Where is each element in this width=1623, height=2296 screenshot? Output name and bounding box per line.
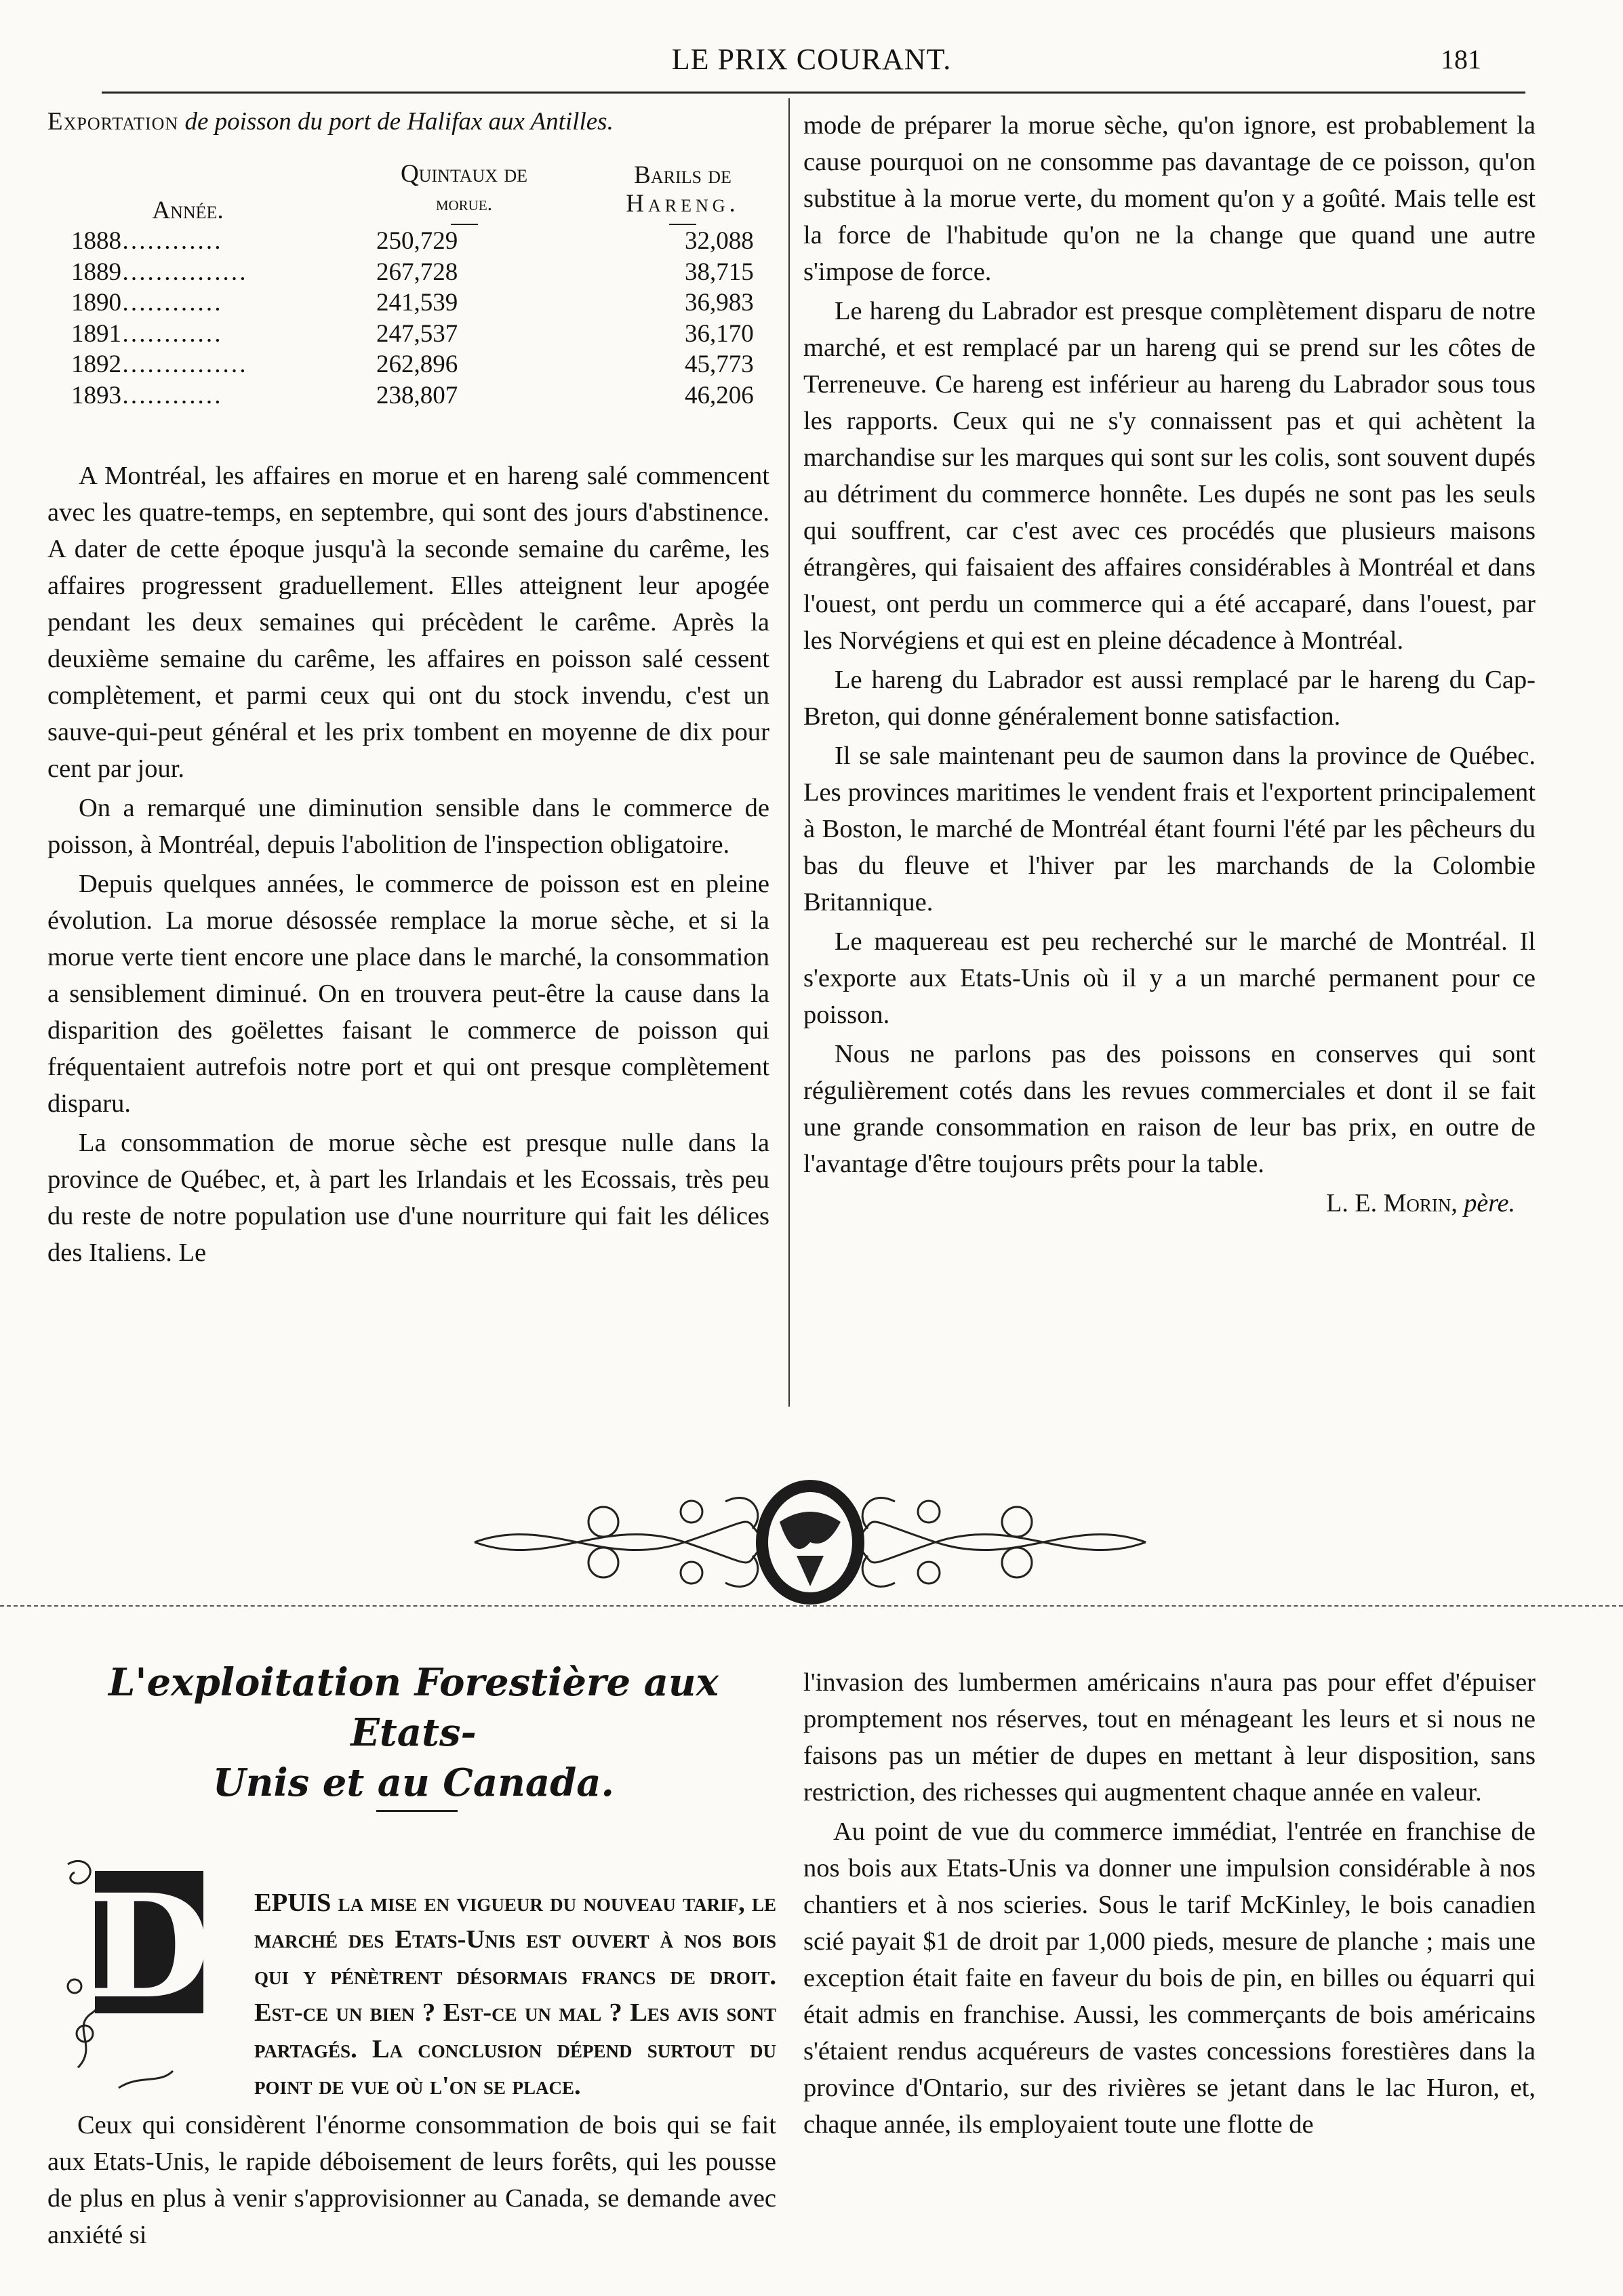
section-divider (0, 1605, 1623, 1607)
paragraph: l'invasion des lumbermen américains n'aura pas pour effet d'épuiser promptement nos réserves, tout en ménageant les leurs et si nous ne faisons pas un métier de dupes en mettant à leur disposition, sans restriction, des richesses qui augmentent chaque année en valeur. (803, 1668, 1536, 1807)
column-divider (788, 98, 790, 1407)
table-row: 1891………… 247,537 36,170 (71, 319, 754, 348)
export-table (47, 159, 766, 411)
title-rule (376, 1810, 458, 1812)
paragraph: Le maquereau est peu recherché sur le marché de Montréal. Il s'exporte aux Etats-Unis où il y a un marché permanent pour ce poisson. (803, 927, 1536, 1029)
article-title: L'exploitation Forestière aux Etats- Unis et au Canada. (108, 1660, 719, 1805)
paragraph: Le hareng du Labrador est presque complètement disparu de notre marché, et est remplacé par un hareng qui se prend sur les côtes de Terreneuve. Ce hareng est inférieur au hareng du Labrador sous tous les rapports. Ceux qui ne s'y connaissent pas et qui achètent la marchandise sur les marques qui sont sur les colis, sont souvent dupés au détriment du commerce honnête. Les dupés ne sont pas les seuls qui souffrent, car c'est avec ces procédés que plusieurs maisons étrangères, qui faisaient des affaires considérables à Montréal et dans l'ouest, ont perdu un commerce qui a été accaparé, dans l'ouest, par les Norvégiens et qui est en pleine décadence à Montréal. (803, 297, 1536, 655)
dropcap-letter: D (87, 1863, 212, 2030)
paragraph: Ceux qui considèrent l'énorme consommation de bois qui se fait aux Etats-Unis, le rapide déboisement de leurs forêts, qui les pousse de plus en plus à venir s'approvisionner au Canada, se demande avec anxiété si (47, 2111, 776, 2249)
paragraph: mode de préparer la morue sèche, qu'on ignore, est probablement la cause pourquoi on ne consomme pas davantage de ce poisson, qu'on substitue à la morue verte, du moment qu'on y a goûté. Mais telle est la force de l'habitude qu'on ne la change que quand une autre s'impose de force. (803, 111, 1536, 286)
article-right-column (803, 1664, 1536, 2146)
col-header-barils: Barils de Hareng. (600, 159, 766, 226)
table-row: 1889…………… 267,728 38,715 (71, 258, 754, 286)
caption-lead: Exportation (47, 108, 179, 136)
table-row: 1893………… 238,807 46,206 (71, 381, 754, 409)
article-left-column (47, 1885, 776, 2256)
paragraph: Le hareng du Labrador est aussi remplacé par le hareng du Cap-Breton, qui donne généralement bonne satisfaction. (803, 666, 1536, 731)
paragraph: Nous ne parlons pas des poissons en conserves qui sont régulièrement cotés dans les revues commerciales et dont il se fait une grande consommation en raison de leur bas prix, en outre de l'avantage d'être toujours prêts pour la table. (803, 1040, 1536, 1178)
table-row: 1892…………… 262,896 45,773 (71, 350, 754, 378)
page-number: 181 (1441, 44, 1481, 75)
top-left-column (47, 458, 769, 1274)
paragraph: A Montréal, les affaires en morue et en hareng salé commencent avec les quatre-temps, en septembre, qui sont des jours d'abstinence. A dater de cette époque jusqu'à la seconde semaine du carême, les affaires progressent graduellement. Elles atteignent leur apogée pendant les deux semaines qui précèdent le carême. Après la deuxième semaine du carême, les affaires en poisson salé cessent complètement, et parmi ceux qui ont du stock invendu, c'est un sauve-qui-peut général et les prix tombent en moyenne de dix pour cent par jour. (47, 462, 769, 783)
table-caption (47, 107, 769, 136)
paragraph: Il se sale maintenant peu de saumon dans la province de Québec. Les provinces maritimes le vendent frais et l'exportent principalement à Boston, le marché de Montréal étant fourni l'été par les pêcheurs du bas du fleuve et l'hiver par les marchands de la Colombie Britannique. (803, 742, 1536, 917)
paragraph: Au point de vue du commerce immédiat, l'entrée en franchise de nos bois aux Etats-Unis va donner une impulsion considérable à nos chantiers et à nos scieries. Sous le tarif McKinley, le bois canadien scié payait $1 de droit par 1,000 pieds, mesure de planche ; mais une exception était faite en faveur du bois de pin, en billes ou équarri qui était admis en franchise. Aussi, les commerçants de bois américains s'étaient rendus acquéreurs de vastes concessions forestières dans la province d'Ontario, sur des rivières se jetant dans le lac Huron, et, chaque année, ils employaient toute une flotte de (803, 1817, 1536, 2139)
table-row: 1890………… 241,539 36,983 (71, 289, 754, 317)
col-header-annee: Année. (152, 197, 224, 224)
running-header: LE PRIX COURANT. (671, 43, 952, 76)
caption-text: de poisson du port de Halifax aux Antilles. (178, 108, 614, 136)
decorative-ornament-icon (468, 1474, 1153, 1610)
header-rule (102, 92, 1525, 94)
paragraph: Depuis quelques années, le commerce de poisson est en pleine évolution. La morue désossée remplace la morue sèche, et si la morue verte tient encore une place dans le marché, la consommation a sensiblement diminué. On en trouvera peut-être la cause dans la disparition des goëlettes faisant le commerce de poisson qui fréquentaient autrefois notre port et qui ont presque complètement disparu. (47, 870, 769, 1118)
paragraph: La consommation de morue sèche est presque nulle dans la province de Québec, et, à part les Irlandais et les Ecossais, très peu du reste de notre population use d'une nourriture qui fait les délices des Italiens. Le (47, 1129, 769, 1267)
table-row: 1888………… 250,729 32,088 (71, 227, 754, 255)
top-right-column (803, 107, 1536, 1222)
col-header-quintaux: Quintaux de morue. (329, 159, 600, 226)
paragraph-first: EPUIS la mise en vigueur du nouveau tarif, le marché des Etats-Unis est ouvert à nos bois qui y pénètrent désormais francs de droit. Est-ce un bien ? Est-ce un mal ? Les avis sont partagés. La conclusion dépend surtout du point de vue où l'on se place. (254, 1889, 776, 2100)
signature: L. E. Morin, père. (1326, 1189, 1515, 1217)
paragraph: On a remarqué une diminution sensible dans le commerce de poisson, à Montréal, depuis l'abolition de l'inspection obligatoire. (47, 794, 769, 859)
